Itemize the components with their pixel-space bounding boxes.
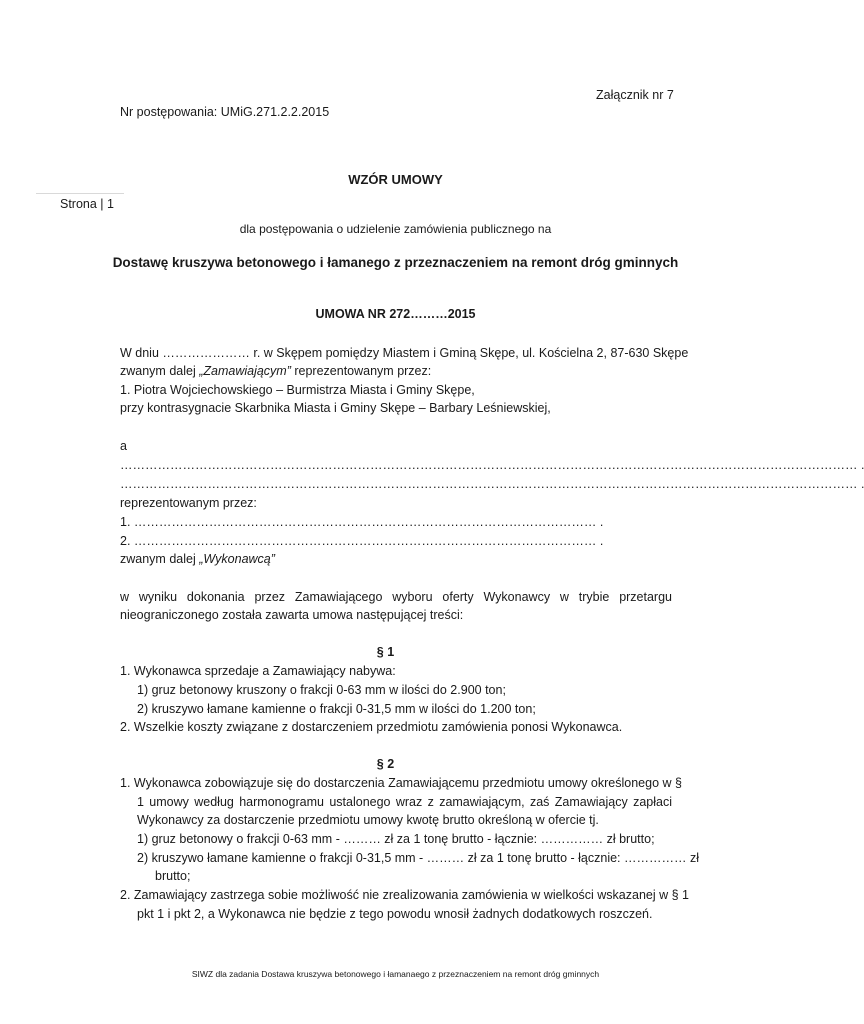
contractor-blank-2: …………………………………………………………………………………………………………………………………………………………… . — [120, 477, 864, 491]
parties-line-1: W dniu ………………… r. w Skępem pomiędzy Miastem i Gminą Skępe, ul. Kościelna 2, 87-630 Skępe — [120, 346, 689, 360]
contract-number: UMOWA NR 272………2015 — [315, 307, 476, 321]
margin-divider — [36, 193, 124, 194]
section-2-point-2-line-2: pkt 1 i pkt 2, a Wykonawca nie będzie z tego powodu wnosił żadnych dodatkowych roszczeń. — [137, 907, 653, 921]
contract-subject: Dostawę kruszywa betonowego i łamanego z przeznaczeniem na remont dróg gminnych — [112, 255, 679, 270]
section-2-point-2-line-1: 2. Zamawiający zastrzega sobie możliwość nie zrealizowania zamówienia w wielkości wskazanej w § 1 — [120, 888, 689, 902]
parties-line-3: 1. Piotra Wojciechowskiego – Burmistrza Miasta i Gminy Skępe, — [120, 383, 475, 397]
parties-and: a — [120, 439, 127, 453]
section-2-point-1b-line-2: brutto; — [155, 869, 191, 883]
section-2-point-1a: 1) gruz betonowy o frakcji 0-63 mm - ……… zł za 1 tonę brutto - łącznie: …………… zł brutto; — [137, 832, 655, 846]
page-footer: SIWZ dla zadania Dostawa kruszywa betonowego i łamanaego z przeznaczeniem na remont dróg gminnych — [191, 969, 600, 979]
contractor-designation: zwanym dalej „Wykonawcą” — [120, 552, 275, 566]
attachment-label: Załącznik nr 7 — [596, 88, 674, 102]
section-2-point-1-line-1: 1. Wykonawca zobowiązuje się do dostarczenia Zamawiającemu przedmiotu umowy określonego w § — [120, 776, 682, 790]
contractor-blank-1: …………………………………………………………………………………………………………………………………………………………… . — [120, 458, 864, 472]
document-subtitle: dla postępowania o udzielenie zamówienia publicznego na — [239, 222, 552, 236]
representative-2: 2. ………………………………………………………………………………………………… . — [120, 534, 604, 548]
representative-1: 1. ………………………………………………………………………………………………… . — [120, 515, 604, 529]
section-2-point-1-line-3: Wykonawcy za dostarczenie przedmiotu umowy kwotę brutto określoną w ofercie tj. — [137, 813, 599, 827]
section-2-point-1b-line-1: 2) kruszywo łamane kamienne o frakcji 0-31,5 mm - ……… zł za 1 tonę brutto - łącznie: …………… zł — [137, 851, 699, 865]
section-1-point-1a: 1) gruz betonowy kruszony o frakcji 0-63 mm w ilości do 2.900 ton; — [137, 683, 506, 697]
represented-by: reprezentowanym przez: — [120, 496, 257, 510]
section-1-point-1b: 2) kruszywo łamane kamienne o frakcji 0-31,5 mm w ilości do 1.200 ton; — [137, 702, 536, 716]
section-2-point-1-line-2: 1 umowy według harmonogramu ustalonego wraz z zamawiającym, zaś Zamawiający zapłaci — [137, 795, 672, 809]
document-title: WZÓR UMOWY — [348, 172, 443, 187]
parties-line-2: zwanym dalej „Zamawiającym” reprezentowanym przez: — [120, 364, 432, 378]
section-1-point-2: 2. Wszelkie koszty związane z dostarczeniem przedmiotu zamówienia ponosi Wykonawca. — [120, 720, 623, 734]
preamble-line-2: nieograniczonego została zawarta umowa następującej treści: — [120, 608, 464, 622]
preamble-line-1: w wyniku dokonania przez Zamawiającego wyboru oferty Wykonawcy w trybie przetargu — [120, 590, 672, 604]
section-1-point-1: 1. Wykonawca sprzedaje a Zamawiający nabywa: — [120, 664, 396, 678]
page-number-label: Strona | 1 — [60, 197, 114, 211]
section-1-heading: § 1 — [376, 645, 395, 659]
parties-line-4: przy kontrasygnacie Skarbnika Miasta i Gminy Skępe – Barbary Leśniewskiej, — [120, 401, 551, 415]
section-2-heading: § 2 — [376, 757, 395, 771]
procedure-number: Nr postępowania: UMiG.271.2.2.2015 — [120, 105, 330, 119]
